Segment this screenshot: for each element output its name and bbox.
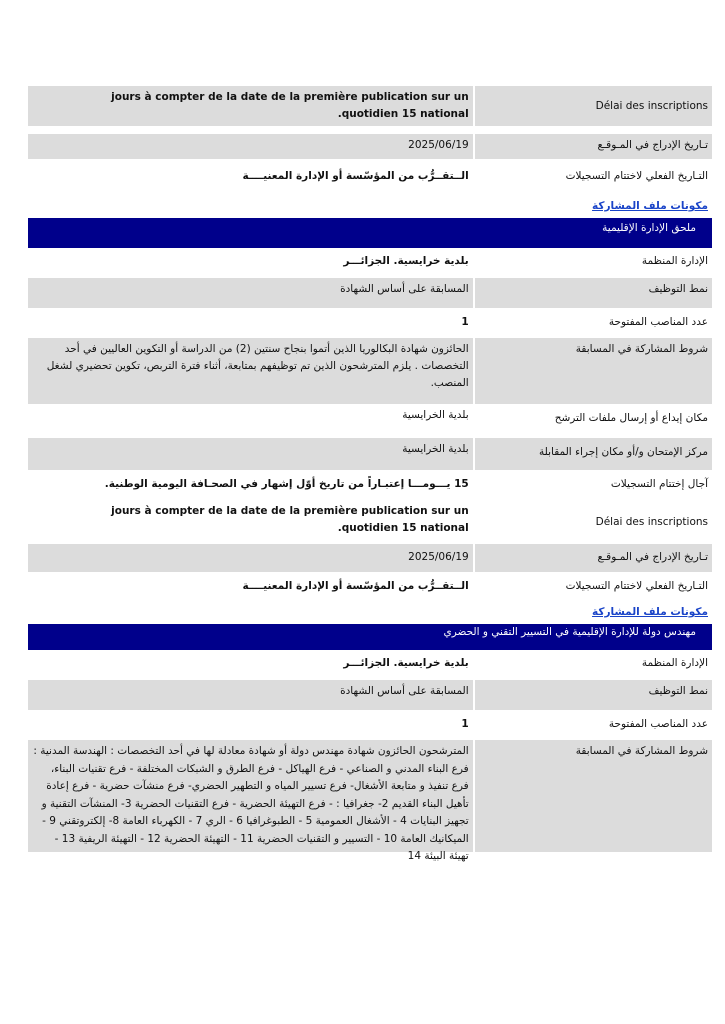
row-exam-center xyxy=(28,438,712,470)
row-delai-inscriptions xyxy=(28,86,712,126)
deadline-label: آجال إختتام التسجيلات xyxy=(475,470,712,500)
actual-close-value: الــتقــرُّب من المؤسّسة أو الإدارة المعنيــــة xyxy=(28,165,473,192)
conditions-value: الحائزون شهادة البكالوريا الذين أتموا بنجاح سنتين (2) من الدراسة أو التكوين العاليين في أحد التخصصات . يلزم المترشحون الذين تم توظيفهم بمتابعة، أثناء فترة التربص، تكوين تحضيري لشغل المنصب. xyxy=(28,338,473,404)
row-delai-inscriptions-2 xyxy=(28,500,712,544)
conditions-label-2: شروط المشاركة في المسابقة xyxy=(475,740,712,852)
recruitment-type-label-2: نمط التوظيف xyxy=(475,680,712,710)
row-conditions-2 xyxy=(28,740,712,862)
row-actual-close-2 xyxy=(28,572,712,602)
exam-center-label: مركز الإمتحان و/أو مكان إجراء المقابلة xyxy=(475,438,712,470)
components-link-2[interactable]: مكونات ملف المشاركة xyxy=(592,606,708,618)
actual-close-label: التـاريخ الفعلي لاختتام التسجيلات xyxy=(475,165,712,192)
conditions-label: شروط المشاركة في المسابقة xyxy=(475,338,712,404)
section-header: ملحق الإدارة الإقليمية xyxy=(28,218,712,248)
row-organizer xyxy=(28,250,712,278)
recruitment-type-label: نمط التوظيف xyxy=(475,278,712,308)
organizer-value: بلدية خرايسية. الجزائـــر xyxy=(28,250,473,278)
components-link-row-2 xyxy=(28,602,712,624)
insert-date-value-2: 2025/06/19 xyxy=(28,544,473,572)
conditions-value-2: المترشحون الحائزون شهادة مهندس دولة أو شهادة معادلة لها في أحد التخصصات : الهندسة المدنية : فرع البناء المدني و الصناعي - فرع الهياكل - فرع الطرق و الشبكات المختلفة - فرع تقنيات البناء، فرع تنفيذ و متابعة الأشغال- فرع تسيير المياه و التطهير الحضري- فرع منشآت حضرية - فرع إعادة تأهيل البناء القديم 2- جغرافيا : - فرع التهيئة الحضرية - فرع التقنيات الحضرية 3- المنشآت التقنية و تجهيز البنايات 4 - الأشغال العمومية 5 - الطبوغرافيا 6 - الري 7 - الكهرباء العامة 8- إلكتروتقني 9 - الميكانيك العامة 10 - التسيير و التقنيات الحضرية 11 - التهيئة الحضرية 12 - التهيئة الريفية 13 - تهيئة البيئة 14 xyxy=(28,740,473,852)
components-link-row xyxy=(28,192,712,218)
row-organizer-2 xyxy=(28,652,712,680)
deposit-place-value: بلدية الخرايسية xyxy=(28,404,473,438)
open-positions-label: عدد المناصب المفتوحة xyxy=(475,308,712,338)
delai-value-2: jours à compter de la date de la première publication sur un quotidien 15 national. xyxy=(28,500,473,544)
row-insert-date xyxy=(28,134,712,159)
row-actual-close xyxy=(28,165,712,192)
insert-date-value: 2025/06/19 xyxy=(28,134,473,159)
row-insert-date-2 xyxy=(28,544,712,572)
components-link[interactable]: مكونات ملف المشاركة xyxy=(592,200,708,212)
recruitment-type-value: المسابقة على أساس الشهادة xyxy=(28,278,473,308)
organizer-label-2: الإدارة المنظمة xyxy=(475,652,712,680)
row-open-positions-2 xyxy=(28,710,712,740)
actual-close-value-2: الــتقــرُّب من المؤسّسة أو الإدارة المعنيــــة xyxy=(28,572,473,602)
delai-value: jours à compter de la date de la première publication sur un quotidien 15 national. xyxy=(28,86,473,126)
section-header-2: مهندس دولة للإدارة الإقليمية في التسيير التقني و الحضري xyxy=(28,624,712,650)
row-recruitment-type xyxy=(28,278,712,308)
delai-label: Délai des inscriptions xyxy=(475,86,712,126)
document-page xyxy=(28,86,712,862)
open-positions-value: 1 xyxy=(28,308,473,338)
row-open-positions xyxy=(28,308,712,338)
deposit-place-label: مكان إيداع أو إرسال ملفات الترشح xyxy=(475,404,712,438)
organizer-label: الإدارة المنظمة xyxy=(475,250,712,278)
delai-label-2: Délai des inscriptions xyxy=(475,500,712,544)
open-positions-label-2: عدد المناصب المفتوحة xyxy=(475,710,712,740)
row-recruitment-type-2 xyxy=(28,680,712,710)
recruitment-type-value-2: المسابقة على أساس الشهادة xyxy=(28,680,473,710)
actual-close-label-2: التـاريخ الفعلي لاختتام التسجيلات xyxy=(475,572,712,602)
exam-center-value: بلدية الخرايسية xyxy=(28,438,473,470)
organizer-value-2: بلدية خرايسية. الجزائـــر xyxy=(28,652,473,680)
open-positions-value-2: 1 xyxy=(28,710,473,740)
insert-date-label-2: تـاريخ الإدراج في المـوقـع xyxy=(475,544,712,572)
row-deadline xyxy=(28,470,712,500)
row-deposit-place xyxy=(28,404,712,438)
insert-date-label: تـاريخ الإدراج في المـوقـع xyxy=(475,134,712,159)
row-conditions xyxy=(28,338,712,404)
deadline-value: 15 يـــومـــا إعتبـاراً من تاريخ أوّل إشهار في الصحـافة اليومية الوطنية. xyxy=(28,470,473,500)
